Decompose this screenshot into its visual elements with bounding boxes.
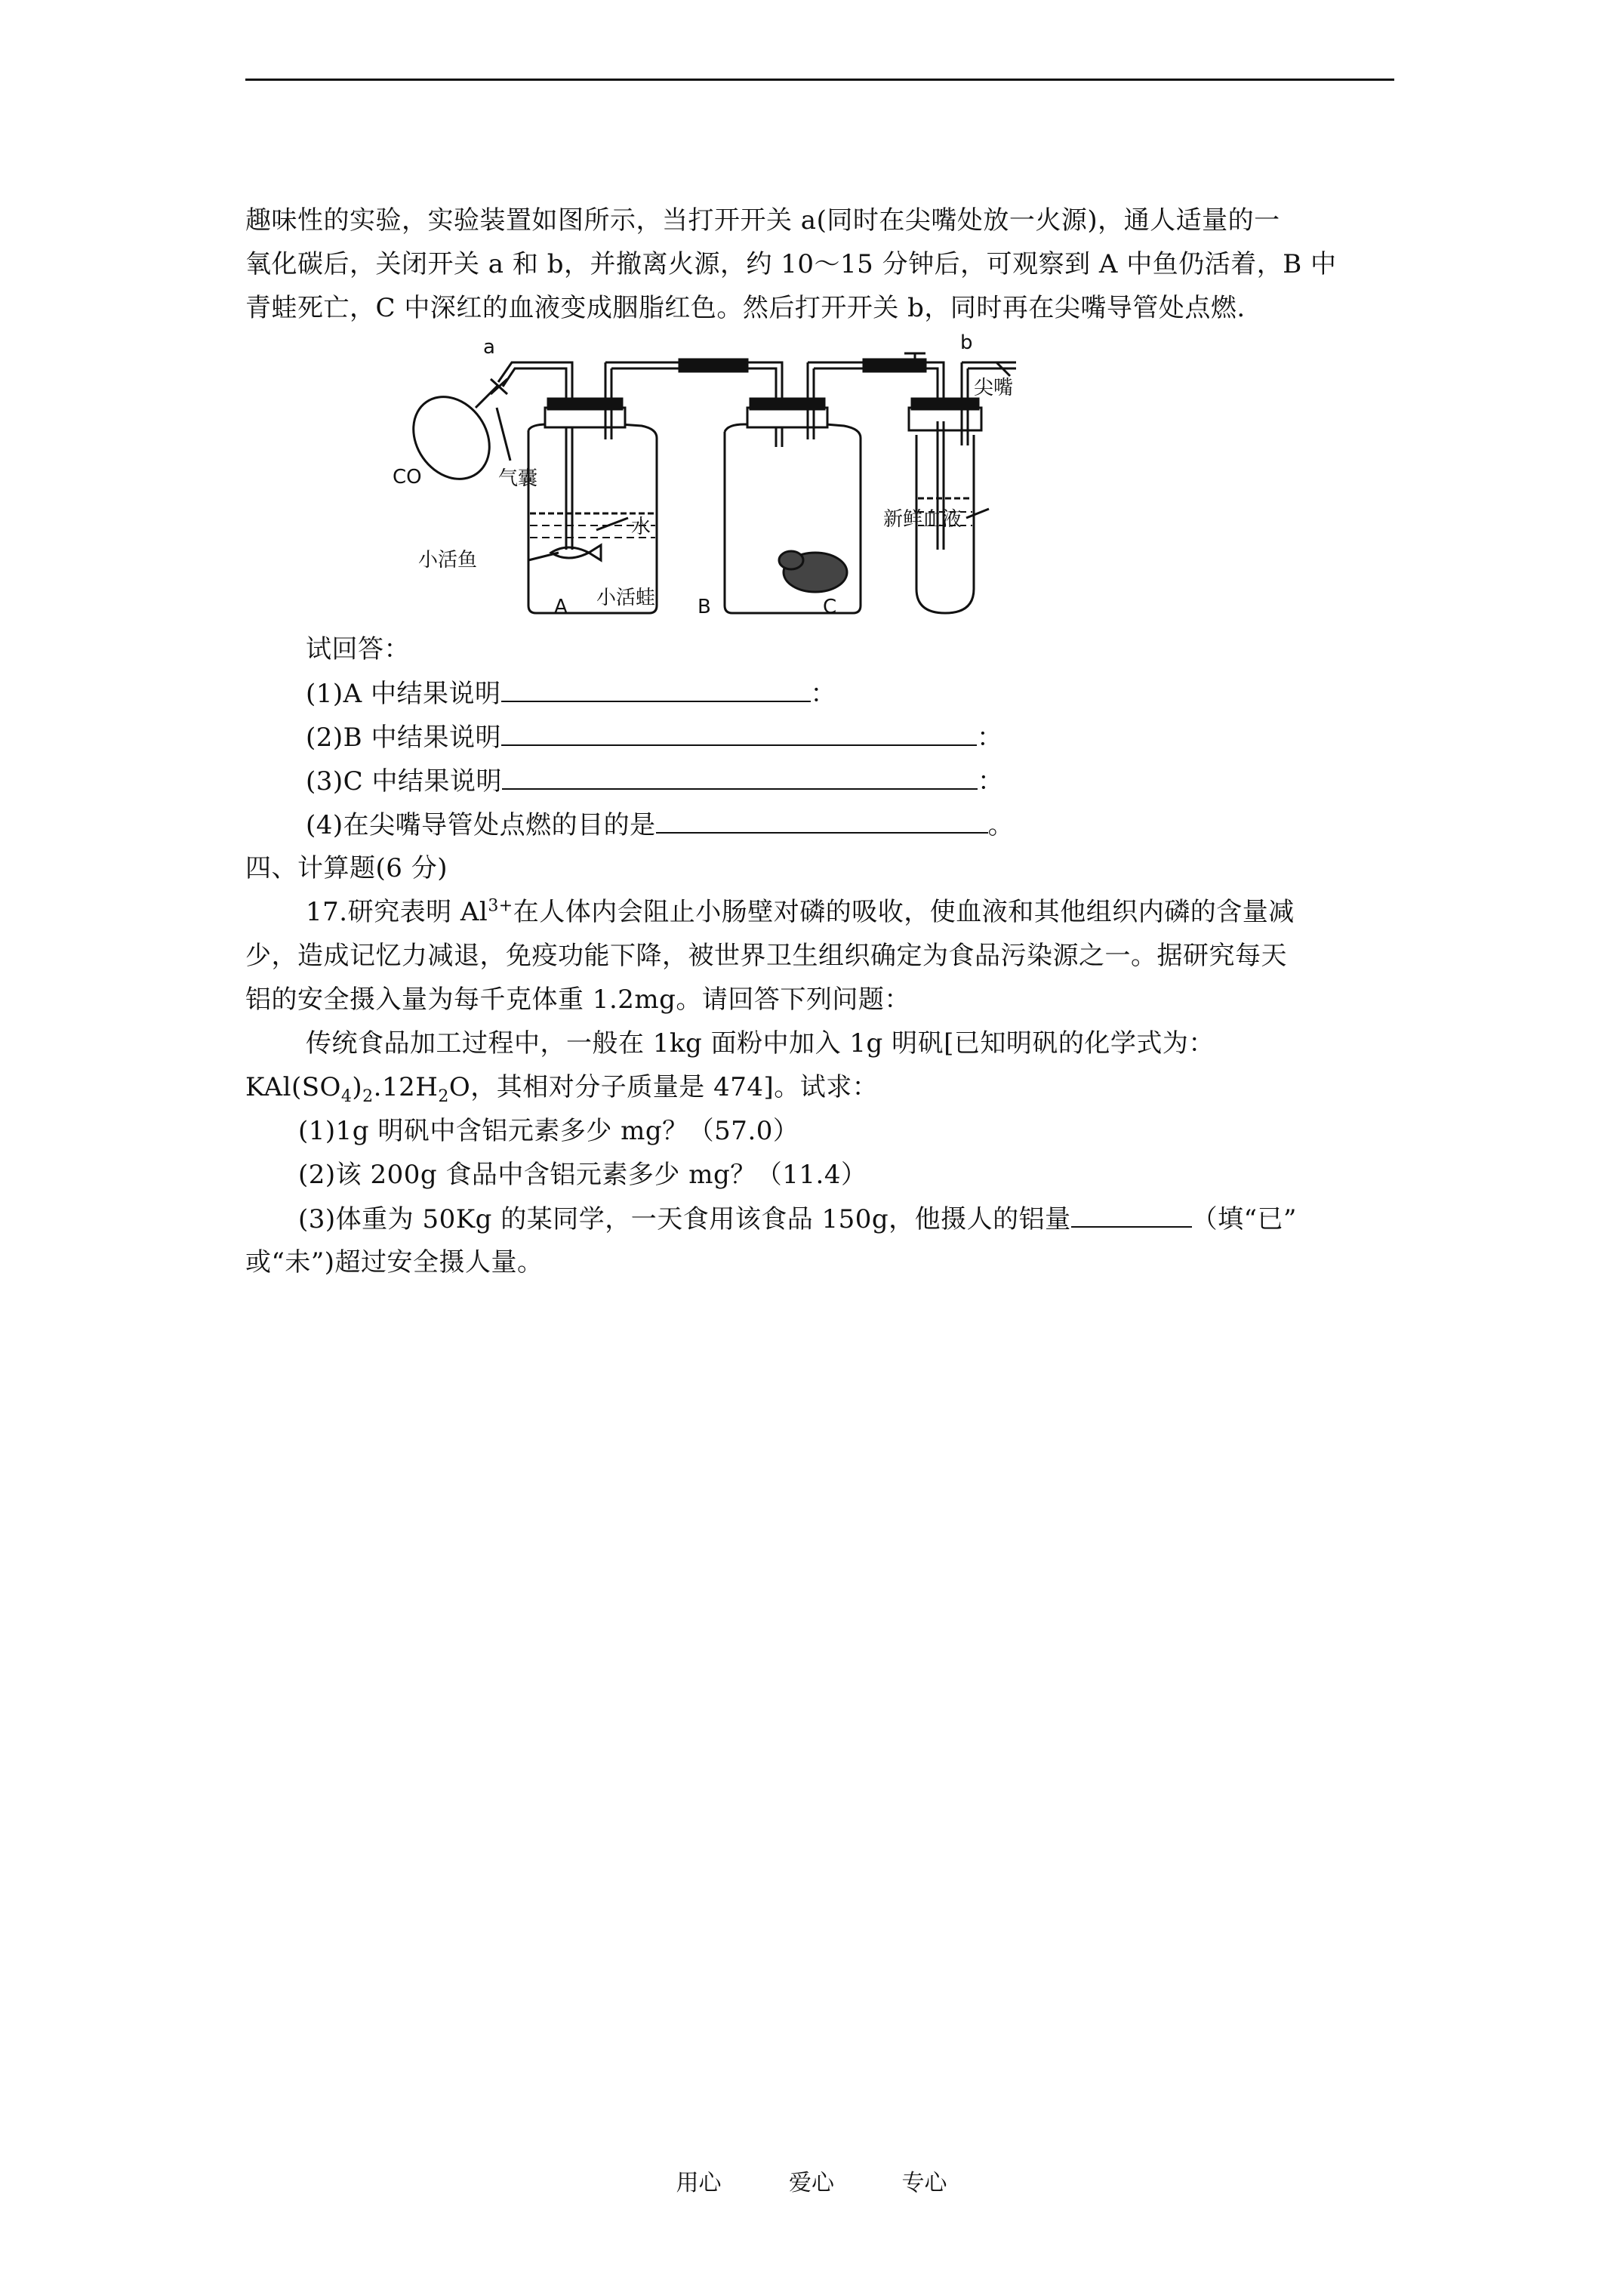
question-1: (1)A 中结果说明 ： [306, 679, 837, 709]
bottle-a-label: A [554, 596, 568, 618]
frog-label: 小活蛙 [596, 587, 656, 609]
intro-line-2: 氧化碳后，关闭开关 a 和 b，并撤离火源，约 10～15 分钟后，可观察到 A 中鱼仍活着，B 中 [245, 249, 1337, 279]
intro-line-3: 青蛙死亡，C 中深红的血液变成胭脂红色。然后打开开关 b，同时再在尖嘴导管处点燃. [245, 293, 1246, 323]
question-4: (4)在尖嘴导管处点燃的目的是 。 [306, 810, 1015, 840]
bottle-c-label: C [823, 596, 837, 618]
alum-formula-line: $KAl(SO_4)_2.12H_2O$，其相对分子质量是 474]。试求： [245, 1072, 879, 1106]
question-3: (3)C 中结果说明 ： [306, 766, 1004, 797]
bottle-b-label: B [698, 596, 711, 618]
answer-blank-2[interactable] [501, 722, 977, 746]
blood-label: 新鲜血液 [883, 508, 962, 531]
co-label: CO [393, 466, 422, 488]
problem-17-line-2: 少，造成记忆力减退，免疫功能下降，被世界卫生组织确定为食品污染源之一。据研究每天 [245, 941, 1287, 971]
answer-blank-3[interactable] [502, 766, 978, 790]
nozzle-label: 尖嘴 [974, 377, 1014, 399]
problem-17-line-4: 传统食品加工过程中，一般在 1kg 面粉中加入 1g 明矾[已知明矾的化学式为： [306, 1028, 1215, 1059]
question-2: (2)B 中结果说明 ： [306, 723, 1003, 753]
page-footer [0, 2164, 1623, 2197]
problem-17-line-3: 铝的安全摄入量为每千克体重 1.2mg。请回答下列问题： [245, 985, 910, 1015]
footer-word-3: 专心 [901, 2170, 947, 2196]
sub-question-2: (2)该 200g 食品中含铝元素多少 mg？（11.4） [298, 1160, 867, 1190]
balloon-label: 气囊 [498, 467, 538, 490]
answer-blank-1[interactable] [501, 678, 811, 702]
fish-label: 小活鱼 [418, 549, 478, 572]
sub-question-3: (3)体重为 50Kg 的某同学，一天食用该食品 150g，他摄人的铝量 （填“已” [298, 1204, 1297, 1234]
footer-word-1: 用心 [676, 2170, 722, 2196]
valve-b-label: b [960, 332, 973, 354]
problem-17-line-1: 17.研究表明 $Al^{3+}$在人体内会阻止小肠壁对磷的吸收，使血液和其他组织内磷的含量减 [306, 896, 1295, 927]
water-label: 水 [631, 516, 651, 538]
answer-blank-5[interactable] [1071, 1203, 1192, 1228]
footer-word-2: 爱心 [789, 2170, 834, 2196]
sub-question-3-cont: 或“未”)超过安全摄人量。 [245, 1247, 544, 1277]
apparatus-diagram [370, 332, 1019, 619]
answer-blank-4[interactable] [656, 809, 988, 834]
sub-question-1: (1)1g 明矾中含铝元素多少 mg？（57.0） [298, 1116, 799, 1146]
questions-prompt: 试回答： [306, 634, 410, 664]
intro-line-1: 趣味性的实验，实验装置如图所示，当打开开关 a(同时在尖嘴处放一火源)，通人适量的一 [245, 205, 1280, 236]
header-rule [245, 79, 1394, 81]
section-heading: 四、计算题(6 分) [245, 853, 448, 883]
valve-a-label: a [483, 336, 495, 359]
